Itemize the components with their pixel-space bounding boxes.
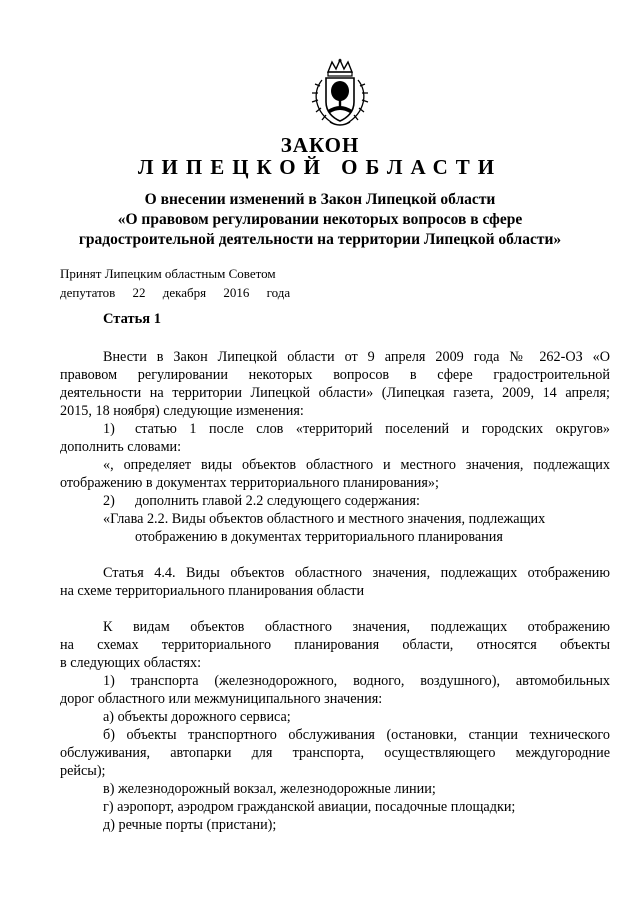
paragraph-line: на схемах территориального планирования области, относятся объекты (60, 637, 610, 653)
article-4-4-heading-line: на схеме территориального планирования области (60, 583, 365, 599)
subtitle-line: «О правовом регулировании некоторых вопросов в сфере (117, 211, 523, 228)
adoption-date: депутатов 22 декабря 2016 года (60, 285, 291, 300)
chapter-heading-line: «Глава 2.2. Виды объектов областного и местного значения, подлежащих (103, 511, 546, 527)
adoption-line: Принят Липецким областным Советом (60, 266, 276, 281)
item-number: 1) (103, 421, 115, 437)
item-text: дополнить главой 2.2 следующего содержания: (135, 493, 420, 509)
paragraph-line: правовом регулировании некоторых вопросов в сфере градостроительной (60, 367, 610, 383)
list-item: д) речные порты (пристани); (103, 817, 277, 833)
item-number: 2) (103, 493, 115, 509)
region-title: ЛИПЕЦКОЙ ОБЛАСТИ (137, 155, 503, 179)
article-4-4-heading-line: Статья 4.4. Виды объектов областного значения, подлежащих отображению (103, 565, 610, 581)
subtitle-line: О внесении изменений в Закон Липецкой области (144, 191, 496, 208)
list-item: 1) транспорта (железнодорожного, водного, воздушного), автомобильных (103, 673, 610, 689)
law-title: ЗАКОН (280, 133, 360, 157)
item-text: статью 1 после слов «территорий поселений и городских округов» (135, 421, 610, 437)
paragraph-line: 2015, 18 ноября) следующие изменения: (60, 403, 304, 419)
paragraph-line: К видам объектов областного значения, подлежащих отображению (103, 619, 610, 635)
list-item: б) объекты транспортного обслуживания (остановки, станции технического (103, 727, 610, 743)
list-item: а) объекты дорожного сервиса; (103, 709, 291, 725)
paragraph-line: деятельности на территории Липецкой области» (Липецкая газета, 2009, 14 апреля; (60, 385, 610, 401)
list-item: в) железнодорожный вокзал, железнодорожные линии; (103, 781, 436, 797)
article-1-heading: Статья 1 (103, 311, 161, 327)
quote-line: отображению в документах территориального планирования»; (60, 475, 439, 491)
adoption-note (60, 264, 290, 302)
subtitle-line: градостроительной деятельности на территории Липецкой области» (78, 231, 562, 248)
paragraph-line: Внести в Закон Липецкой области от 9 апреля 2009 года № 262-ОЗ «О (103, 349, 610, 365)
paragraph-line: дополнить словами: (60, 439, 182, 455)
lipetsk-coat-of-arms-icon (304, 58, 376, 130)
chapter-heading-line: отображению в документах территориального планирования (135, 529, 503, 545)
list-item: г) аэропорт, аэродром гражданской авиации, посадочные площадки; (103, 799, 516, 815)
list-item: обслуживания, автопарки для транспорта, осуществляющего междугородние (60, 745, 610, 761)
law-subtitle (60, 190, 580, 250)
list-item: дорог областного или межмуниципального значения: (60, 691, 383, 707)
quote-line: «, определяет виды объектов областного и местного значения, подлежащих (103, 457, 610, 473)
paragraph-line: в следующих областях: (60, 655, 202, 671)
list-item: рейсы); (60, 763, 106, 779)
